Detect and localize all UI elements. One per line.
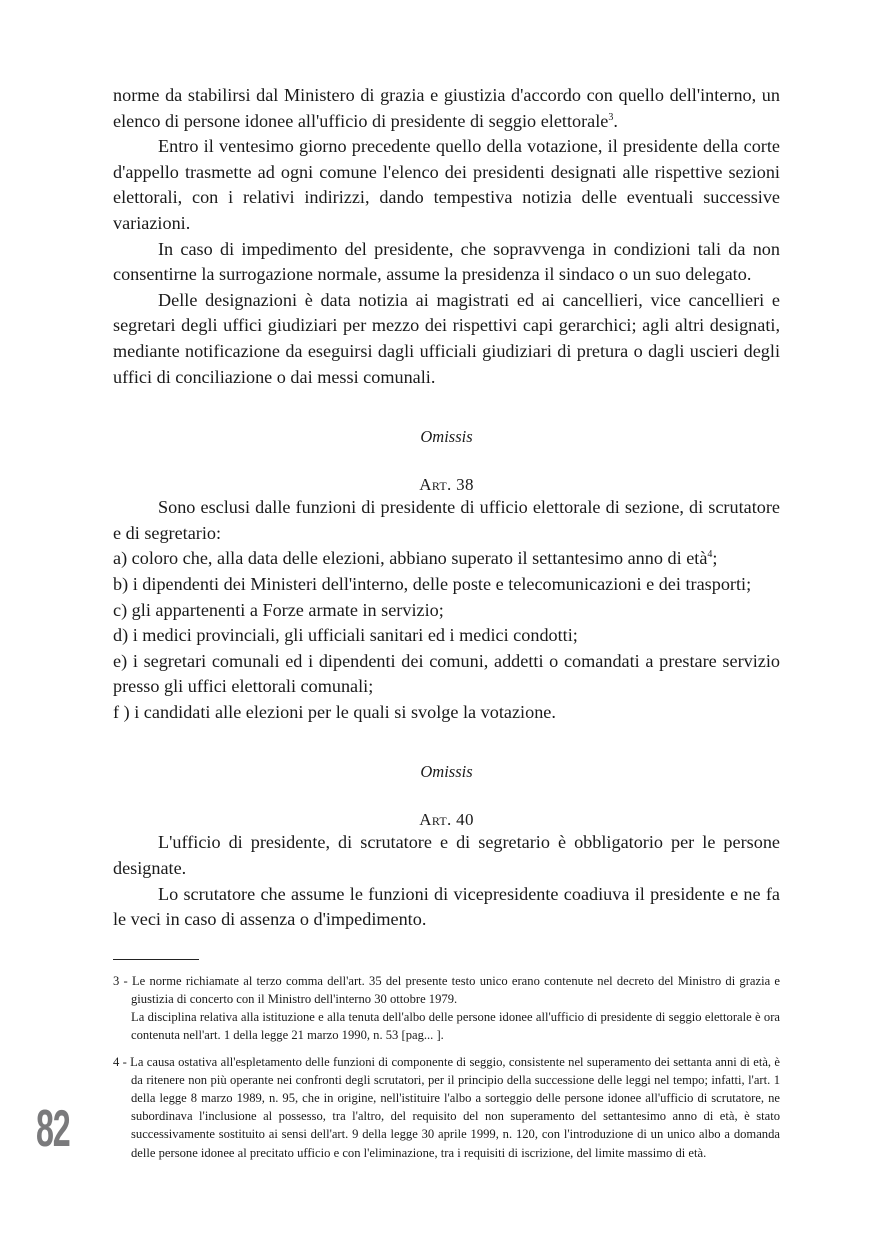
article-heading: Art. 40 (419, 810, 474, 830)
omissis-marker: Omissis (420, 762, 473, 782)
footnote: 4 - La causa ostativa all'espletamento delle funzioni di componente di seggio, consistente nel superamento dei settanta anni di età, è da ritenere non più operante nei confronti degli scrutatori, per il principio della successione delle leggi nel tempo; infatti, l'art. 1 della legge 8 marzo 1989, n. 95, che in origine, nell'istituire l'albo a sorteggio delle persone idonee all'ufficio di scrutatore, ne subordinava l'inclusione al possesso, tra l'altro, del requisito del non superamento del settantesimo anno di età, è stato successivamente sostituito ai sensi dell'art. 9 della legge 30 aprile 1999, n. 120, con l'introduzione di un unico albo a domanda delle persone idonee al precitato ufficio e con l'eliminazione, tra i requisiti di iscrizione, del limite massimo di età. (113, 1054, 780, 1160)
list-item: f ) i candidati alle elezioni per le quali si svolge la votazione. (113, 701, 556, 722)
paragraph: L'ufficio di presidente, di scrutatore e di segretario è obbligatorio per le persone designate. (113, 832, 780, 879)
footnote-ref[interactable]: 4 (707, 549, 713, 561)
footnote: 3 - Le norme richiamate al terzo comma dell'art. 35 del presente testo unico erano contenute nel decreto del Ministro di grazia e giustizia di concerto con il Ministro dell'interno 30 ottobre 1979. (113, 973, 780, 1007)
page-number: 82 (36, 1100, 70, 1158)
paragraph: norme da stabilirsi dal Ministero di grazia e giustizia d'accordo con quello dell'interno, un elenco di persone idonee all'ufficio di presidente di seggio elettorale$^3$. (113, 85, 780, 131)
article-heading: Art. 38 (419, 475, 474, 495)
footnote-ref[interactable]: 3 (608, 111, 614, 123)
list-item: d) i medici provinciali, gli ufficiali sanitari ed i medici condotti; (113, 625, 578, 646)
omissis-marker: Omissis (420, 427, 473, 447)
article-intro: Sono esclusi dalle funzioni di presidente di ufficio elettorale di sezione, di scrutatore e di segretario: (113, 497, 780, 543)
footnote-continuation: La disciplina relativa alla istituzione e alla tenuta dell'albo delle persone idonee all'ufficio di presidente di seggio elettorale è ora contenuta nell'art. 1 della legge 21 marzo 1990, n. 53 [pag... ]. (131, 1010, 780, 1043)
list-item: a) coloro che, alla data delle elezioni, abbiano superato il settantesimo anno di età$^4$; (113, 548, 718, 569)
footnotes (113, 972, 780, 1162)
list-item: c) gli appartenenti a Forze armate in servizio; (113, 599, 444, 620)
paragraph: In caso di impedimento del presidente, che sopravvenga in condizioni tali da non consentirne la surrogazione normale, assume la presidenza il sindaco o un suo delegato. (113, 238, 780, 285)
paragraph: Entro il ventesimo giorno precedente quello della votazione, il presidente della corte d'appello trasmette ad ogni comune l'elenco dei presidenti designati alle rispettive sezioni elettorali, con i relativi indirizzi, dando tempestiva notizia delle eventuali successive variazioni. (113, 136, 780, 233)
paragraph: Delle designazioni è data notizia ai magistrati ed ai cancellieri, vice cancellieri e segretari degli uffici giudiziari per mezzo dei rispettivi capi gerarchici; agli altri designati, mediante notificazione da eseguirsi dagli ufficiali giudiziari di pretura o dagli uscieri degli uffici di conciliazione o dai messi comunali. (113, 289, 780, 387)
list-item: e) i segretari comunali ed i dipendenti dei comuni, addetti o comandati a prestare servizio presso gli uffici elettorali comunali; (113, 650, 780, 697)
document-page (113, 83, 780, 1162)
paragraph: Lo scrutatore che assume le funzioni di vicepresidente coadiuva il presidente e ne fa le veci in caso di assenza o d'impedimento. (113, 883, 780, 930)
list-item: b) i dipendenti dei Ministeri dell'interno, delle poste e telecomunicazioni e dei trasporti; (113, 573, 752, 594)
footnote-label: 4 - (113, 1054, 127, 1069)
footnote-label: 3 - (113, 973, 128, 988)
